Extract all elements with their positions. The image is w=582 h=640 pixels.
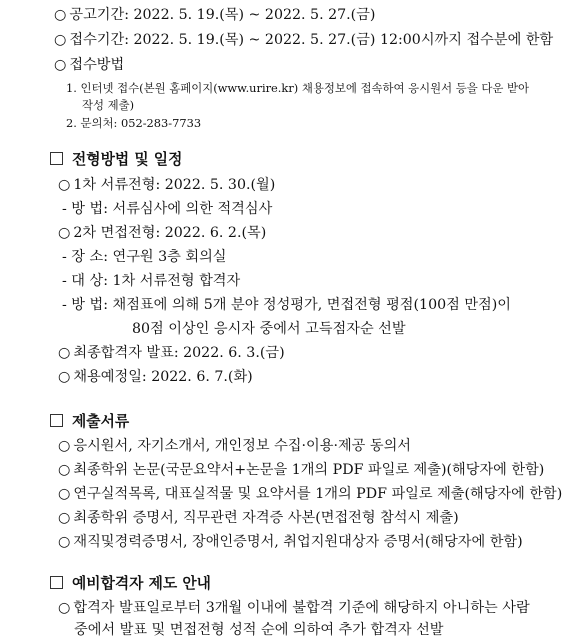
document-item: ○ 응시원서, 자기소개서, 개인정보 수집·이용·제공 동의서 [58,438,411,454]
document-item: ○ 재직및경력증명서, 장애인증명서, 취업지원대상자 증명서(해당자에 한함) [58,534,523,550]
bullet-marker: ○ [58,345,71,361]
round2-target: - 대 상: 1차 서류전형 합격자 [62,273,241,289]
method-item-2: 2. 문의처: 052-283-7733 [66,116,202,130]
checkbox-square-icon [50,576,63,589]
section-heading-selection: 전형방법 및 일정 [50,150,182,170]
bullet-marker: ○ [58,600,71,616]
final-announcement: ○ 최종합격자 발표: 2022. 6. 3.(금) [58,345,285,361]
bullet-marker: ○ [58,486,71,502]
round1-title: ○ 1차 서류전형: 2022. 5. 30.(월) [58,177,276,193]
round2-title: ○ 2차 면접전형: 2022. 6. 2.(목) [58,225,267,241]
reserve-description-cont: 중에서 발표 및 면접전형 성적 순에 의하여 추가 합격자 선발 [74,622,444,638]
document-item: ○ 최종학위 증명서, 직무관련 자격증 사본(면접전형 참석시 제출) [58,510,459,526]
round2-method: - 방 법: 채점표에 의해 5개 분야 정성평가, 면접전형 평점(100점 만점)이 [62,297,511,313]
checkbox-square-icon [50,152,63,165]
method-item-1-cont: 작성 제출) [82,98,135,112]
start-date: ○ 채용예정일: 2022. 6. 7.(화) [58,369,253,385]
bullet-marker: ○ [58,177,71,193]
document-item: ○ 연구실적목록, 대표실적물 및 요약서를 1개의 PDF 파일로 제출(해당자에 한함) [58,486,563,502]
round1-method: - 방 법: 서류심사에 의한 적격심사 [62,201,273,217]
bullet-marker: ○ [58,510,71,526]
bullet-marker: ○ [58,438,71,454]
checkbox-square-icon [50,414,63,427]
bullet-marker: ○ [58,534,71,550]
bullet-marker: ○ [58,462,71,478]
reserve-description: ○ 합격자 발표일로부터 3개월 이내에 불합격 기준에 해당하지 아니하는 사람 [58,600,530,616]
section-heading-reserve: 예비합격자 제도 안내 [50,574,211,594]
bullet-marker: ○ [54,7,67,23]
notice-period: ○ 공고기간: 2022. 5. 19.(목) ~ 2022. 5. 27.(금) [54,7,376,23]
document-item: ○ 최종학위 논문(국문요약서+논문을 1개의 PDF 파일로 제출)(해당자에 한함) [58,462,545,478]
bullet-marker: ○ [54,57,67,73]
bullet-marker: ○ [54,32,67,48]
application-method: ○ 접수방법 [54,57,125,73]
bullet-marker: ○ [58,369,71,385]
round2-method-cont: 80점 이상인 응시자 중에서 고득점자순 선발 [132,321,406,337]
bullet-marker: ○ [58,225,71,241]
method-item-1: 1. 인터넷 접수(본원 홈페이지(www.urire.kr) 채용정보에 접속하여 응시원서 등을 다운 받아 [66,81,529,95]
round2-place: - 장 소: 연구원 3층 회의실 [62,249,227,265]
application-period: ○ 접수기간: 2022. 5. 19.(목) ~ 2022. 5. 27.(금) 12:00시까지 접수분에 한함 [54,32,554,48]
section-heading-documents: 제출서류 [50,412,129,432]
